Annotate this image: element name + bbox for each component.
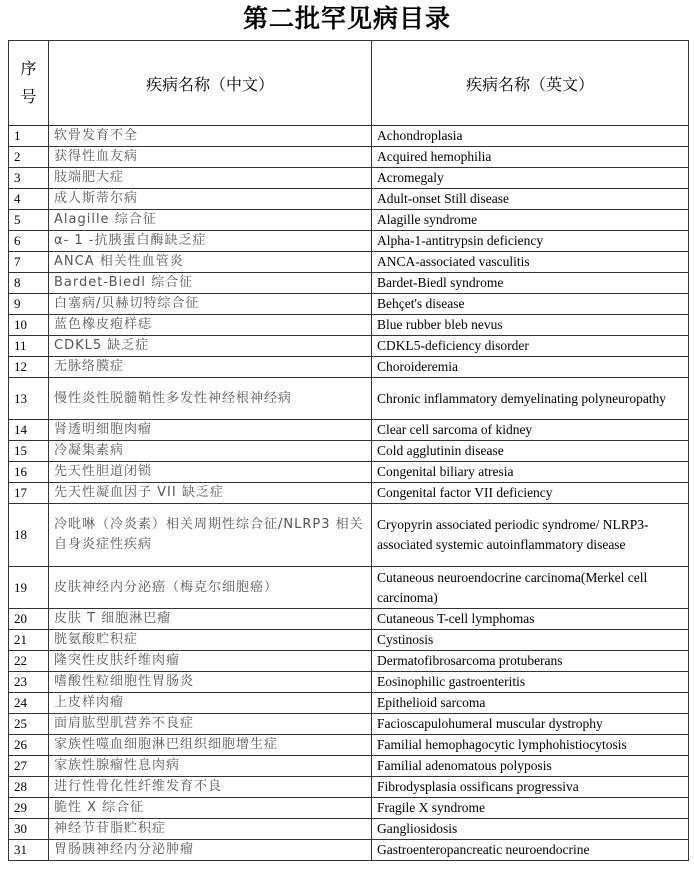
- table-row: [9, 420, 689, 441]
- row-chinese-name: 肢端肥大症: [49, 168, 372, 189]
- row-chinese-name: Alagille 综合征: [49, 210, 372, 231]
- row-chinese-name: 先天性凝血因子 VII 缺乏症: [49, 483, 372, 504]
- row-english-name: Familial hemophagocytic lymphohistiocytosis: [372, 735, 689, 756]
- table-row: [9, 315, 689, 336]
- header-english-name: 疾病名称（英文）: [372, 41, 689, 126]
- row-english-name: Achondroplasia: [372, 126, 689, 147]
- header-number-line2: 号: [20, 87, 37, 106]
- row-english-name: CDKL5-deficiency disorder: [372, 336, 689, 357]
- row-english-name: Eosinophilic gastroenteritis: [372, 672, 689, 693]
- row-number: 10: [9, 315, 49, 336]
- row-number: 17: [9, 483, 49, 504]
- row-english-name: Cutaneous T-cell lymphomas: [372, 609, 689, 630]
- row-english-name: Cystinosis: [372, 630, 689, 651]
- row-number: 18: [9, 504, 49, 567]
- row-number: 7: [9, 252, 49, 273]
- table-row: [9, 819, 689, 840]
- row-number: 20: [9, 609, 49, 630]
- row-chinese-name: 白塞病/贝赫切特综合征: [49, 294, 372, 315]
- row-chinese-name: 隆突性皮肤纤维肉瘤: [49, 651, 372, 672]
- row-number: 6: [9, 231, 49, 252]
- row-number: 1: [9, 126, 49, 147]
- table-row: [9, 840, 689, 861]
- row-number: 12: [9, 357, 49, 378]
- row-chinese-name: 无脉络膜症: [49, 357, 372, 378]
- row-english-name: Chronic inflammatory demyelinating polyneuropathy: [372, 378, 689, 420]
- row-chinese-name: 嗜酸性粒细胞性胃肠炎: [49, 672, 372, 693]
- row-chinese-name: 冷凝集素病: [49, 441, 372, 462]
- row-number: 27: [9, 756, 49, 777]
- row-number: 9: [9, 294, 49, 315]
- row-number: 16: [9, 462, 49, 483]
- row-chinese-name: 进行性骨化性纤维发育不良: [49, 777, 372, 798]
- row-english-name: Congenital factor VII deficiency: [372, 483, 689, 504]
- row-chinese-name: 上皮样肉瘤: [49, 693, 372, 714]
- row-english-name: Cold agglutinin disease: [372, 441, 689, 462]
- row-english-name: Clear cell sarcoma of kidney: [372, 420, 689, 441]
- row-number: 3: [9, 168, 49, 189]
- row-english-name: Bardet-Biedl syndrome: [372, 273, 689, 294]
- table-row: [9, 756, 689, 777]
- row-english-name: Choroideremia: [372, 357, 689, 378]
- row-english-name: Gangliosidosis: [372, 819, 689, 840]
- row-number: 21: [9, 630, 49, 651]
- row-number: 30: [9, 819, 49, 840]
- table-row: [9, 378, 689, 420]
- table-header-row: [9, 41, 689, 126]
- row-number: 24: [9, 693, 49, 714]
- table-row: [9, 294, 689, 315]
- row-chinese-name: 脆性 X 综合征: [49, 798, 372, 819]
- table-row: [9, 231, 689, 252]
- row-chinese-name: 胃肠胰神经内分泌肿瘤: [49, 840, 372, 861]
- row-number: 11: [9, 336, 49, 357]
- row-english-name: Cryopyrin associated periodic syndrome/ NLRP3-associated systemic autoinflammatory disease: [372, 504, 689, 567]
- table-row: [9, 630, 689, 651]
- table-row: [9, 567, 689, 609]
- row-chinese-name: 家族性噬血细胞淋巴组织细胞增生症: [49, 735, 372, 756]
- row-chinese-name: ANCA 相关性血管炎: [49, 252, 372, 273]
- row-chinese-name: 软骨发育不全: [49, 126, 372, 147]
- row-chinese-name: 成人斯蒂尔病: [49, 189, 372, 210]
- table-row: [9, 777, 689, 798]
- table-row: [9, 798, 689, 819]
- row-chinese-name: 肾透明细胞肉瘤: [49, 420, 372, 441]
- row-number: 8: [9, 273, 49, 294]
- table-row: [9, 504, 689, 567]
- row-english-name: Gastroenteropancreatic neuroendocrine: [372, 840, 689, 861]
- row-english-name: Familial adenomatous polyposis: [372, 756, 689, 777]
- rare-disease-table: [8, 40, 689, 861]
- row-number: 26: [9, 735, 49, 756]
- row-number: 23: [9, 672, 49, 693]
- header-number-line1: 序: [20, 59, 37, 78]
- row-chinese-name: 蓝色橡皮疱样痣: [49, 315, 372, 336]
- row-number: 15: [9, 441, 49, 462]
- row-chinese-name: 获得性血友病: [49, 147, 372, 168]
- row-chinese-name: Bardet-Biedl 综合征: [49, 273, 372, 294]
- row-english-name: Alagille syndrome: [372, 210, 689, 231]
- table-row: [9, 651, 689, 672]
- row-chinese-name: 面肩肱型肌营养不良症: [49, 714, 372, 735]
- row-english-name: Epithelioid sarcoma: [372, 693, 689, 714]
- row-chinese-name: α- 1 -抗胰蛋白酶缺乏症: [49, 231, 372, 252]
- row-chinese-name: 慢性炎性脱髓鞘性多发性神经根神经病: [49, 378, 372, 420]
- row-english-name: Blue rubber bleb nevus: [372, 315, 689, 336]
- row-english-name: Acromegaly: [372, 168, 689, 189]
- table-row: [9, 189, 689, 210]
- row-english-name: Fragile X syndrome: [372, 798, 689, 819]
- row-english-name: Cutaneous neuroendocrine carcinoma(Merkel cell carcinoma): [372, 567, 689, 609]
- page-title: 第二批罕见病目录: [242, 4, 451, 33]
- row-chinese-name: 皮肤 T 细胞淋巴瘤: [49, 609, 372, 630]
- table-row: [9, 462, 689, 483]
- row-english-name: Behçet's disease: [372, 294, 689, 315]
- row-english-name: Fibrodysplasia ossificans progressiva: [372, 777, 689, 798]
- table-row: [9, 210, 689, 231]
- table-row: [9, 483, 689, 504]
- table-row: [9, 714, 689, 735]
- row-english-name: Facioscapulohumeral muscular dystrophy: [372, 714, 689, 735]
- row-number: 28: [9, 777, 49, 798]
- row-english-name: ANCA-associated vasculitis: [372, 252, 689, 273]
- row-number: 2: [9, 147, 49, 168]
- row-chinese-name: 皮肤神经内分泌癌（梅克尔细胞癌）: [49, 567, 372, 609]
- table-row: [9, 735, 689, 756]
- table-row: [9, 273, 689, 294]
- row-chinese-name: CDKL5 缺乏症: [49, 336, 372, 357]
- row-chinese-name: 冷吡啉（冷炎素）相关周期性综合征/NLRP3 相关自身炎症性疾病: [49, 504, 372, 567]
- table-row: [9, 672, 689, 693]
- table-row: [9, 126, 689, 147]
- row-english-name: Congenital biliary atresia: [372, 462, 689, 483]
- row-chinese-name: 胱氨酸贮积症: [49, 630, 372, 651]
- header-number: [9, 41, 49, 126]
- row-english-name: Alpha-1-antitrypsin deficiency: [372, 231, 689, 252]
- table-row: [9, 252, 689, 273]
- row-number: 29: [9, 798, 49, 819]
- row-number: 22: [9, 651, 49, 672]
- table-row: [9, 357, 689, 378]
- row-number: 31: [9, 840, 49, 861]
- table-row: [9, 693, 689, 714]
- row-chinese-name: 神经节苷脂贮积症: [49, 819, 372, 840]
- table-row: [9, 336, 689, 357]
- table-row: [9, 441, 689, 462]
- table-row: [9, 147, 689, 168]
- row-number: 4: [9, 189, 49, 210]
- row-number: 13: [9, 378, 49, 420]
- row-english-name: Acquired hemophilia: [372, 147, 689, 168]
- row-number: 25: [9, 714, 49, 735]
- row-english-name: Dermatofibrosarcoma protuberans: [372, 651, 689, 672]
- table-row: [9, 168, 689, 189]
- header-chinese-name: 疾病名称（中文）: [49, 41, 372, 126]
- table-body: [9, 126, 689, 861]
- row-english-name: Adult-onset Still disease: [372, 189, 689, 210]
- row-number: 5: [9, 210, 49, 231]
- row-number: 19: [9, 567, 49, 609]
- row-chinese-name: 先天性胆道闭锁: [49, 462, 372, 483]
- row-chinese-name: 家族性腺瘤性息肉病: [49, 756, 372, 777]
- row-number: 14: [9, 420, 49, 441]
- table-row: [9, 609, 689, 630]
